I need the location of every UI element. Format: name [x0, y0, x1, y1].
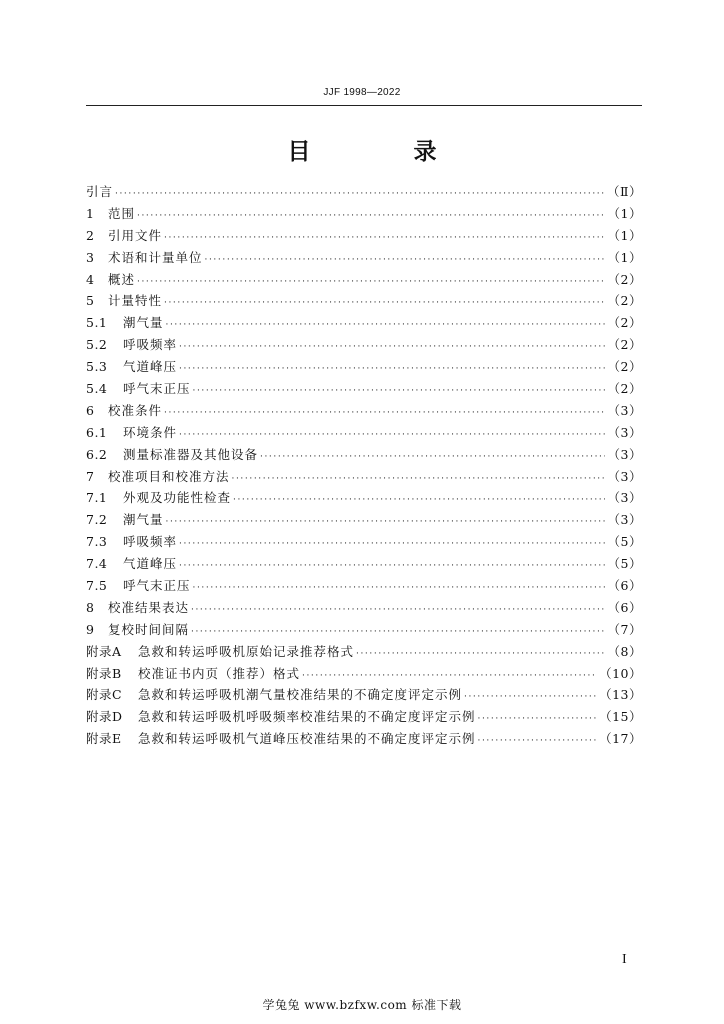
toc-entry-number: 5 — [86, 293, 95, 309]
toc-entry-page: （5） — [607, 534, 642, 550]
toc-entry-page: （3） — [607, 490, 642, 506]
toc-leader-dots — [166, 517, 605, 527]
toc-entry-number: 2 — [86, 227, 95, 243]
toc-entry-label: 计量特性 — [108, 293, 163, 309]
toc-entry[interactable] — [86, 510, 642, 532]
toc-entry-number: 5.3 — [86, 359, 108, 375]
toc-entry[interactable] — [86, 182, 642, 204]
toc-entry-number: 7.4 — [86, 556, 108, 572]
toc-entry-label: 外观及功能性检查 — [123, 490, 232, 506]
toc-entry-number: 附录E — [86, 731, 122, 747]
toc-entry[interactable] — [86, 270, 642, 292]
toc-entry[interactable] — [86, 685, 642, 707]
toc-entry-page: （1） — [607, 249, 642, 265]
toc-entry[interactable] — [86, 598, 642, 620]
toc-entry[interactable] — [86, 335, 642, 357]
toc-entry-number: 7.3 — [86, 534, 108, 550]
toc-leader-dots — [260, 452, 605, 462]
toc-leader-dots — [137, 277, 605, 287]
toc-entry-label: 潮气量 — [123, 315, 164, 331]
toc-entry[interactable] — [86, 576, 642, 598]
toc-entry-number: 9 — [86, 621, 95, 637]
toc-entry-number: 3 — [86, 249, 95, 265]
toc-entry[interactable] — [86, 291, 642, 313]
toc-entry[interactable] — [86, 445, 642, 467]
toc-entry[interactable] — [86, 204, 642, 226]
toc-leader-dots — [302, 671, 596, 681]
toc-leader-dots — [115, 189, 604, 199]
toc-entry-page: （17） — [599, 731, 642, 747]
toc-entry[interactable] — [86, 226, 642, 248]
toc-entry-label: 呼吸频率 — [123, 337, 178, 353]
table-of-contents — [86, 182, 642, 751]
toc-leader-dots — [205, 255, 605, 265]
toc-leader-dots — [191, 627, 605, 637]
toc-entry-label: 引用文件 — [108, 227, 163, 243]
toc-entry[interactable] — [86, 620, 642, 642]
toc-entry[interactable] — [86, 554, 642, 576]
toc-entry[interactable] — [86, 729, 642, 751]
toc-entry-label: 范围 — [108, 205, 136, 221]
toc-entry-number: 7.2 — [86, 512, 108, 528]
toc-entry-label: 校准结果表达 — [108, 599, 190, 615]
toc-entry-label: 校准项目和校准方法 — [108, 468, 230, 484]
toc-leader-dots — [193, 386, 605, 396]
toc-leader-dots — [233, 495, 605, 505]
toc-entry-page: （3） — [607, 402, 642, 418]
toc-entry-page: （8） — [607, 643, 642, 659]
toc-leader-dots — [137, 211, 605, 221]
toc-entry-number: 1 — [86, 205, 95, 221]
toc-entry-label: 急救和转运呼吸机呼吸频率校准结果的不确定度评定示例 — [138, 709, 476, 725]
toc-leader-dots — [478, 736, 597, 746]
toc-entry-number: 6.1 — [86, 424, 108, 440]
toc-entry-label: 术语和计量单位 — [108, 249, 203, 265]
toc-entry[interactable] — [86, 357, 642, 379]
toc-entry-page: （3） — [607, 424, 642, 440]
toc-entry-label: 测量标准器及其他设备 — [123, 446, 259, 462]
toc-leader-dots — [179, 539, 605, 549]
toc-leader-dots — [193, 583, 605, 593]
toc-entry[interactable] — [86, 532, 642, 554]
toc-entry-page: （3） — [607, 468, 642, 484]
toc-leader-dots — [166, 320, 605, 330]
toc-entry-label: 呼气末正压 — [123, 381, 191, 397]
toc-entry[interactable] — [86, 313, 642, 335]
toc-entry-page: （3） — [607, 446, 642, 462]
toc-entry-number: 7 — [86, 468, 95, 484]
toc-entry-page: （1） — [607, 205, 642, 221]
toc-leader-dots — [232, 474, 605, 484]
toc-entry[interactable] — [86, 401, 642, 423]
toc-entry-page: （Ⅱ） — [607, 184, 642, 199]
toc-leader-dots — [179, 430, 605, 440]
page-number: I — [622, 952, 627, 967]
page-title: 目 录 — [287, 139, 477, 165]
toc-entry-page: （2） — [607, 315, 642, 331]
toc-leader-dots — [164, 408, 605, 418]
toc-entry-label: 呼气末正压 — [123, 578, 191, 594]
toc-entry[interactable] — [86, 379, 642, 401]
toc-entry-number: 附录B — [86, 665, 122, 681]
document-code-header: JJF 1998—2022 — [323, 87, 401, 98]
footer-watermark: 学兔兔 www.bzfxw.com 标准下载 — [262, 998, 462, 1012]
toc-entry-page: （1） — [607, 227, 642, 243]
toc-entry-number: 附录D — [86, 709, 123, 725]
toc-entry-number: 6.2 — [86, 446, 108, 462]
toc-entry-label: 复校时间间隔 — [108, 621, 190, 637]
toc-entry-number: 5.4 — [86, 381, 108, 397]
toc-entry[interactable] — [86, 248, 642, 270]
toc-entry-label: 急救和转运呼吸机原始记录推荐格式 — [138, 643, 355, 659]
toc-entry-label: 气道峰压 — [123, 359, 178, 375]
toc-entry-label: 急救和转运呼吸机潮气量校准结果的不确定度评定示例 — [138, 687, 463, 703]
toc-entry-label: 校准证书内页（推荐）格式 — [138, 665, 301, 681]
toc-entry[interactable] — [86, 707, 642, 729]
toc-entry-number: 5.2 — [86, 337, 108, 353]
toc-entry-page: （6） — [607, 578, 642, 594]
toc-entry-page: （7） — [607, 621, 642, 637]
toc-entry-page: （3） — [607, 512, 642, 528]
toc-leader-dots — [464, 692, 596, 702]
toc-entry-page: （2） — [607, 271, 642, 287]
toc-entry-page: （13） — [599, 687, 642, 703]
toc-entry-number: 附录A — [86, 643, 122, 659]
toc-entry-label: 引言 — [86, 184, 114, 199]
toc-entry-number: 6 — [86, 402, 95, 418]
toc-entry-label: 气道峰压 — [123, 556, 178, 572]
toc-entry-label: 潮气量 — [123, 512, 164, 528]
toc-entry-label: 急救和转运呼吸机气道峰压校准结果的不确定度评定示例 — [138, 731, 476, 747]
toc-entry-number: 7.5 — [86, 578, 108, 594]
toc-entry[interactable] — [86, 423, 642, 445]
toc-entry-number: 4 — [86, 271, 95, 287]
toc-entry-page: （2） — [607, 359, 642, 375]
toc-leader-dots — [478, 714, 597, 724]
toc-leader-dots — [191, 605, 605, 615]
toc-leader-dots — [164, 233, 605, 243]
toc-entry-number: 附录C — [86, 687, 123, 703]
toc-leader-dots — [164, 298, 605, 308]
toc-leader-dots — [179, 342, 605, 352]
toc-entry[interactable] — [86, 664, 642, 686]
toc-entry[interactable] — [86, 467, 642, 489]
toc-entry[interactable] — [86, 488, 642, 510]
toc-entry-page: （10） — [599, 665, 642, 681]
toc-leader-dots — [179, 364, 605, 374]
toc-entry[interactable] — [86, 642, 642, 664]
header-rule — [86, 105, 642, 106]
toc-entry-label: 概述 — [108, 271, 136, 287]
toc-entry-page: （2） — [607, 337, 642, 353]
toc-entry-number: 5.1 — [86, 315, 108, 331]
toc-entry-page: （15） — [599, 709, 642, 725]
toc-entry-page: （2） — [607, 293, 642, 309]
toc-entry-label: 环境条件 — [123, 424, 178, 440]
toc-leader-dots — [356, 649, 605, 659]
toc-entry-number: 8 — [86, 599, 95, 615]
toc-entry-page: （2） — [607, 381, 642, 397]
toc-entry-number: 7.1 — [86, 490, 108, 506]
toc-entry-page: （6） — [607, 599, 642, 615]
toc-entry-label: 校准条件 — [108, 402, 163, 418]
toc-entry-label: 呼吸频率 — [123, 534, 178, 550]
toc-leader-dots — [179, 561, 605, 571]
toc-entry-page: （5） — [607, 556, 642, 572]
